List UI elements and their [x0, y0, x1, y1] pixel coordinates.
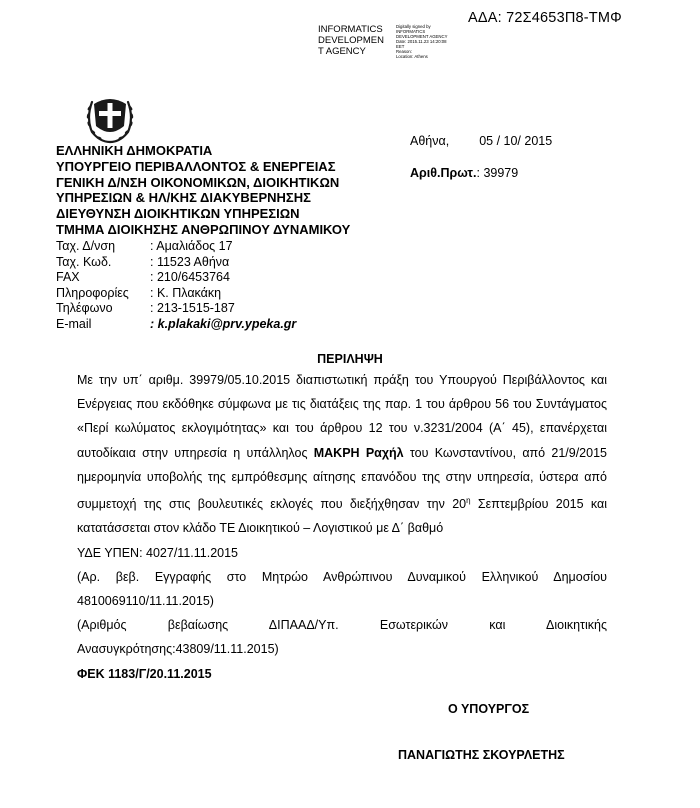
- registry-paragraph: (Αρ. βεβ. Εγγραφής στο Μητρώο Ανθρώπινου Δυναμικού Ελληνικού Δημοσίου 4810069110/11.11.2015): [77, 569, 607, 608]
- header-line: ΓΕΝΙΚΗ Δ/ΝΣΗ ΟΙΚΟΝΟΜΙΚΩΝ, ΔΙΟΙΚΗΤΙΚΩΝ: [56, 174, 340, 190]
- sig-detail-line: Reason:: [396, 49, 413, 54]
- sig-detail-line: Location: Athens: [396, 54, 428, 59]
- contact-label: FAX: [56, 270, 80, 285]
- place: Αθήνα,: [410, 134, 450, 148]
- place-date: [410, 134, 552, 148]
- email-link[interactable]: : k.plakaki@prv.ypeka.gr: [150, 316, 297, 331]
- digital-signature-details: [396, 24, 476, 59]
- contact-label: Ταχ. Κωδ.: [56, 254, 112, 269]
- contact-value: : 11523 Αθήνα: [150, 254, 230, 269]
- paragraph-text: Σεπτεμβρίου 2015 και κατατάσσεται στον κλάδο ΤΕ Διοικητικού – Λογιστικού με Δ΄ βαθμό: [77, 497, 607, 536]
- contact-value: : Αμαλιάδος 17: [150, 239, 233, 253]
- header-line: ΤΜΗΜΑ ΔΙΟΙΚΗΣΗΣ ΑΝΘΡΩΠΙΝΟΥ ΔΥΝΑΜΙΚΟΥ: [56, 221, 351, 237]
- header-line: ΔΙΕΥΘΥΝΣΗ ΔΙΟΙΚΗΤΙΚΩΝ ΥΠΗΡΕΣΙΩΝ: [56, 206, 300, 222]
- greek-coat-of-arms-icon: [84, 92, 136, 146]
- contact-value: : 213-1515-187: [150, 301, 235, 316]
- protocol-label: Αριθ.Πρωτ.: [410, 166, 477, 180]
- fek-reference: ΦΕΚ 1183/Γ/20.11.2015: [77, 666, 212, 681]
- summary-body: [77, 368, 607, 686]
- contact-row-email: [56, 317, 296, 333]
- digital-signature-organization: INFORMATICS DEVELOPMEN T AGENCY: [318, 24, 384, 57]
- ada-code: ΑΔΑ: 72Σ4653Π8-ΤΜΦ: [468, 10, 622, 26]
- document-date: 05 / 10/ 2015: [479, 134, 553, 148]
- protocol-number: [410, 166, 518, 180]
- sig-detail-line: DEVELOPMENT AGENCY: [396, 34, 448, 39]
- sig-detail-line: INFORMATICS: [396, 29, 426, 34]
- contact-label: Τηλέφωνο: [56, 301, 113, 316]
- contact-details: [56, 239, 296, 333]
- paragraph-text: Με την υπ΄ αριθμ. 39979/05.10.2015 διαπιστωτική πράξη του Υπουργού Περιβάλλοντος και Ενέργειας που εκδόθηκε σύμφωνα με τις διατάξεις της παρ. 1 του άρθρου 56 του Συντάγματος «Περί κωλύματος εκλογιμότητας» και του άρθρου 12 του ν.3231/2004 (Α΄ 45), επανέρχεται αυτοδίκαια στην υπηρεσία η υπάλληλος: [77, 373, 607, 460]
- contact-row-information: [56, 286, 296, 302]
- summary-title: ΠΕΡΙΛΗΨΗ: [317, 352, 383, 366]
- sig-detail-line: Date: 2015.11.23 14:20:08: [396, 39, 447, 44]
- ministry-header: [56, 143, 350, 238]
- contact-label: E-mail: [56, 316, 92, 331]
- sig-detail-line: EET: [396, 44, 405, 49]
- main-paragraph: [77, 368, 607, 541]
- employee-name: ΜΑΚΡΗ Ραχήλ: [313, 445, 404, 460]
- certificate-paragraph: (Αριθμός βεβαίωσης ΔΙΠΑΑΔ/Υπ. Εσωτερικών και Διοικητικής Ανασυγκρότησης:43809/11.11.2015): [77, 618, 607, 657]
- signature-name: ΠΑΝΑΓΙΩΤΗΣ ΣΚΟΥΡΛΕΤΗΣ: [398, 748, 565, 762]
- contact-value: : Κ. Πλακάκη: [150, 285, 222, 300]
- contact-row-address: [56, 239, 296, 255]
- yde-line: ΥΔΕ ΥΠΕΝ: 4027/11.11.2015: [77, 545, 239, 560]
- contact-label: Ταχ. Δ/νση: [56, 239, 116, 253]
- superscript: η: [466, 496, 471, 506]
- contact-value: : 210/6453764: [150, 270, 230, 285]
- sig-detail-line: Digitally signed by: [396, 24, 431, 29]
- contact-row-phone: [56, 301, 296, 317]
- contact-row-postcode: [56, 255, 296, 271]
- paragraph-text: του Κωνσταντίνου, από 21/9/2015 ημερομηνία υποβολής της εμπρόθεσμης αίτησης επανόδου της στην υπηρεσία, ύστερα από συμμετοχή της στις βουλευτικές εκλογές που διεξήχθησαν την 20: [77, 445, 607, 512]
- header-line: ΥΠΗΡΕΣΙΩΝ & ΗΛ/ΚΗΣ ΔΙΑΚΥΒΕΡΝΗΣΗΣ: [56, 190, 311, 206]
- contact-row-fax: [56, 270, 296, 286]
- header-line: ΕΛΛΗΝΙΚΗ ΔΗΜΟΚΡΑΤΙΑ: [56, 143, 213, 158]
- protocol-value: : 39979: [476, 166, 519, 180]
- contact-label: Πληροφορίες: [56, 285, 129, 300]
- signature-role: Ο ΥΠΟΥΡΓΟΣ: [448, 702, 530, 716]
- header-line: ΥΠΟΥΡΓΕΙΟ ΠΕΡΙΒΑΛΛΟΝΤΟΣ & ΕΝΕΡΓΕΙΑΣ: [56, 158, 336, 174]
